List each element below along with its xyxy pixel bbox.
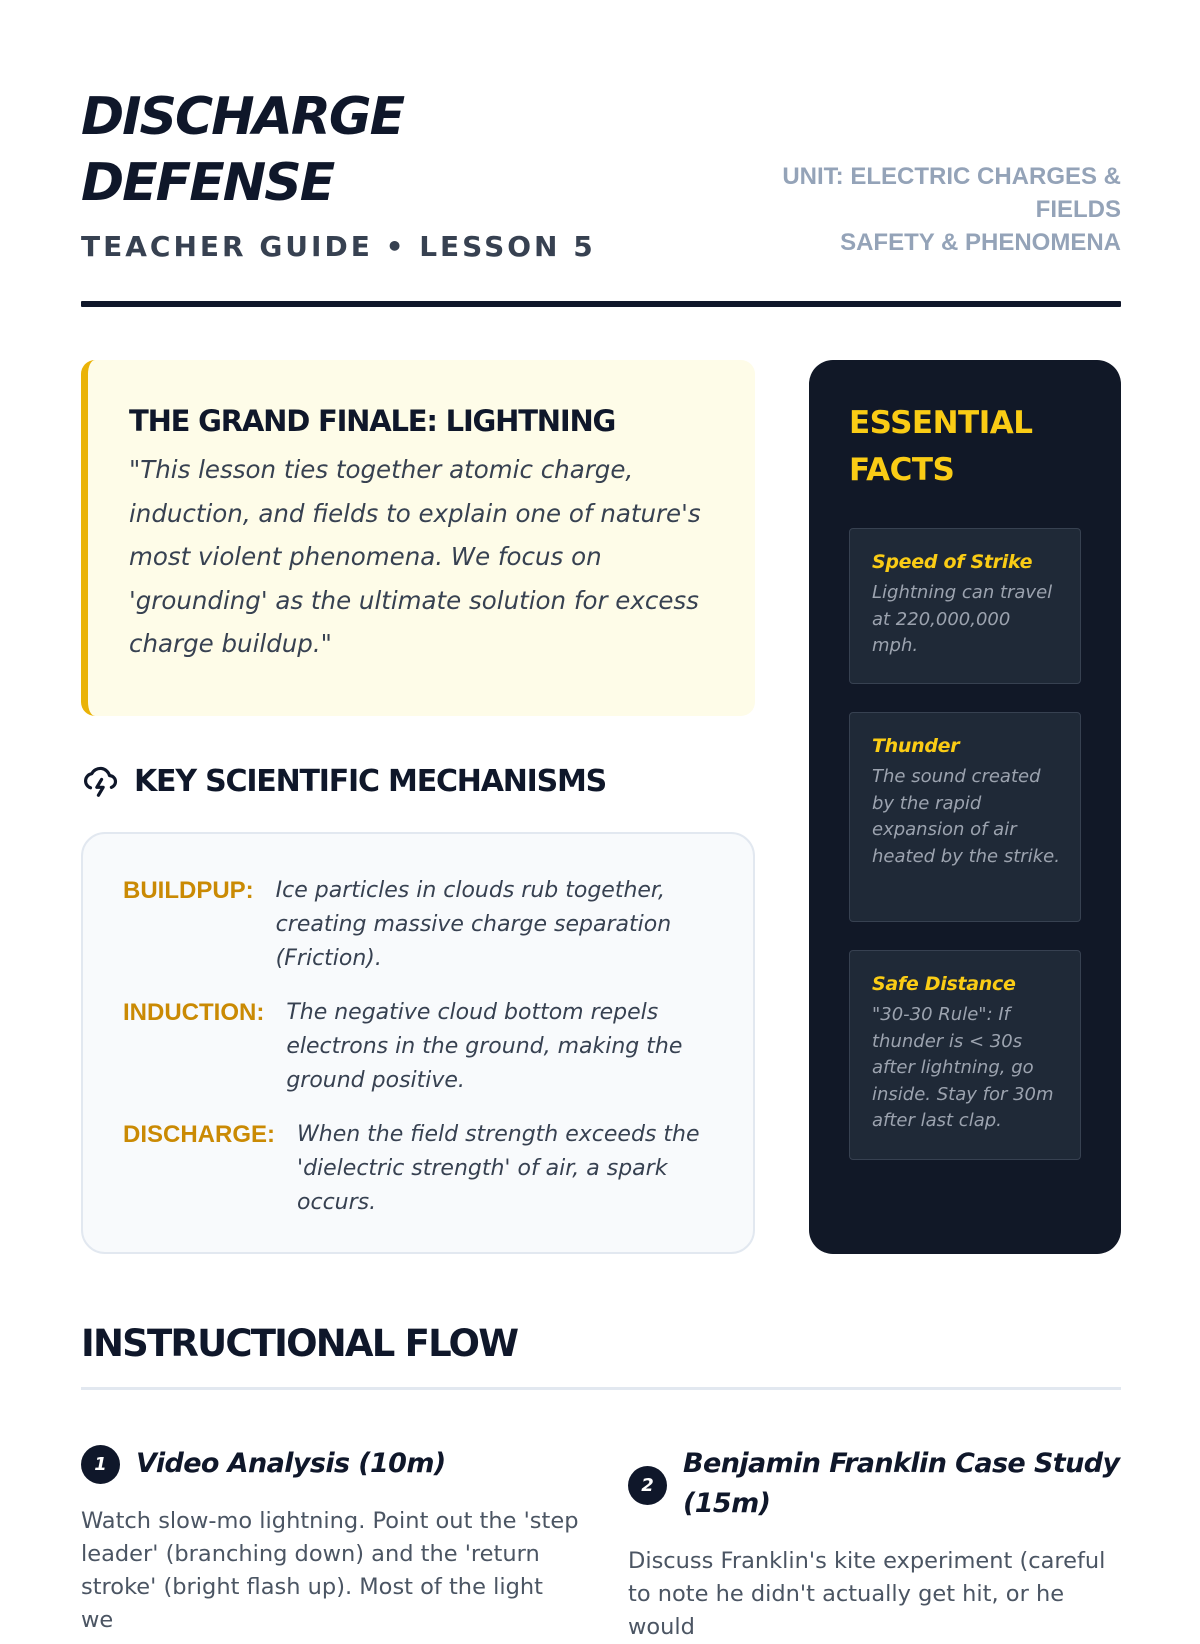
step-number-badge: 1 — [81, 1445, 120, 1484]
facts-title — [849, 400, 1081, 494]
intro-title: THE GRAND FINALE: LIGHTNING — [129, 404, 616, 438]
page-header — [81, 84, 1121, 310]
mechanism-item — [123, 874, 715, 976]
flow-divider — [81, 1387, 1121, 1390]
step-header — [628, 1444, 1128, 1524]
facts-title-line-2: FACTS — [849, 452, 955, 488]
storm-cloud-icon — [81, 762, 119, 800]
mechanism-desc: The negative cloud bottom repels electrons in the ground, making the ground positive. — [286, 1000, 683, 1093]
fact-card — [849, 950, 1081, 1160]
header-divider — [81, 301, 1121, 307]
step-header — [81, 1444, 581, 1484]
step-title: Video Analysis (10m) — [136, 1448, 446, 1479]
page-subtitle: TEACHER GUIDE • LESSON 5 — [81, 230, 596, 263]
mechanism-item — [123, 996, 715, 1098]
mechanism-label: DISCHARGE: — [123, 1121, 276, 1148]
fact-card — [849, 528, 1081, 684]
mechanisms-heading-text: KEY SCIENTIFIC MECHANISMS — [134, 763, 607, 799]
fact-title: Thunder — [872, 735, 960, 757]
mechanism-desc: Ice particles in clouds rub together, creating massive charge separation (Friction). — [275, 878, 672, 971]
step-number-badge: 2 — [628, 1466, 667, 1505]
flow-heading: INSTRUCTIONAL FLOW — [81, 1322, 518, 1365]
intro-quote: "This lesson ties together atomic charge, induction, and fields to explain one of nature's most violent phenomena. We focus on 'grounding' as the ultimate solution for excess charge buildup." — [129, 455, 701, 658]
mechanism-item — [123, 1118, 715, 1220]
step-body: Watch slow-mo lightning. Point out the 'step leader' (branching down) and the 'return stroke' (bright flash up). Most of the light we — [81, 1508, 579, 1633]
fact-title: Safe Distance — [872, 973, 1016, 995]
title-line-2: DEFENSE — [81, 153, 334, 213]
fact-desc: The sound created by the rapid expansion of air heated by the strike. — [872, 766, 1060, 867]
fact-card — [849, 712, 1081, 922]
mechanism-desc: When the field strength exceeds the 'dielectric strength' of air, a spark occurs. — [297, 1122, 700, 1215]
mechanisms-heading — [81, 760, 606, 802]
unit-line-2: FIELDS — [1035, 196, 1121, 223]
step-body: Discuss Franklin's kite experiment (careful to note he didn't actually get hit, or he would — [628, 1548, 1106, 1640]
mechanism-label: BUILDPUP: — [123, 877, 254, 904]
flow-step — [81, 1444, 581, 1637]
essential-facts-panel — [809, 360, 1121, 1254]
unit-line-1: UNIT: ELECTRIC CHARGES & — [782, 163, 1121, 190]
unit-line-3: SAFETY & PHENOMENA — [840, 229, 1121, 256]
flow-step — [628, 1444, 1128, 1644]
unit-meta — [741, 160, 1121, 259]
facts-title-line-1: ESSENTIAL — [849, 405, 1033, 441]
fact-desc: "30-30 Rule": If thunder is < 30s after lightning, go inside. Stay for 30m after last clap. — [872, 1004, 1054, 1131]
step-title: Benjamin Franklin Case Study (15m) — [683, 1448, 1120, 1519]
mechanisms-box — [81, 832, 755, 1254]
fact-title: Speed of Strike — [872, 551, 1033, 573]
mechanism-label: INDUCTION: — [123, 999, 265, 1026]
title-line-1: DISCHARGE — [81, 87, 404, 147]
fact-desc: Lightning can travel at 220,000,000 mph. — [872, 582, 1053, 656]
intro-callout — [81, 360, 755, 716]
